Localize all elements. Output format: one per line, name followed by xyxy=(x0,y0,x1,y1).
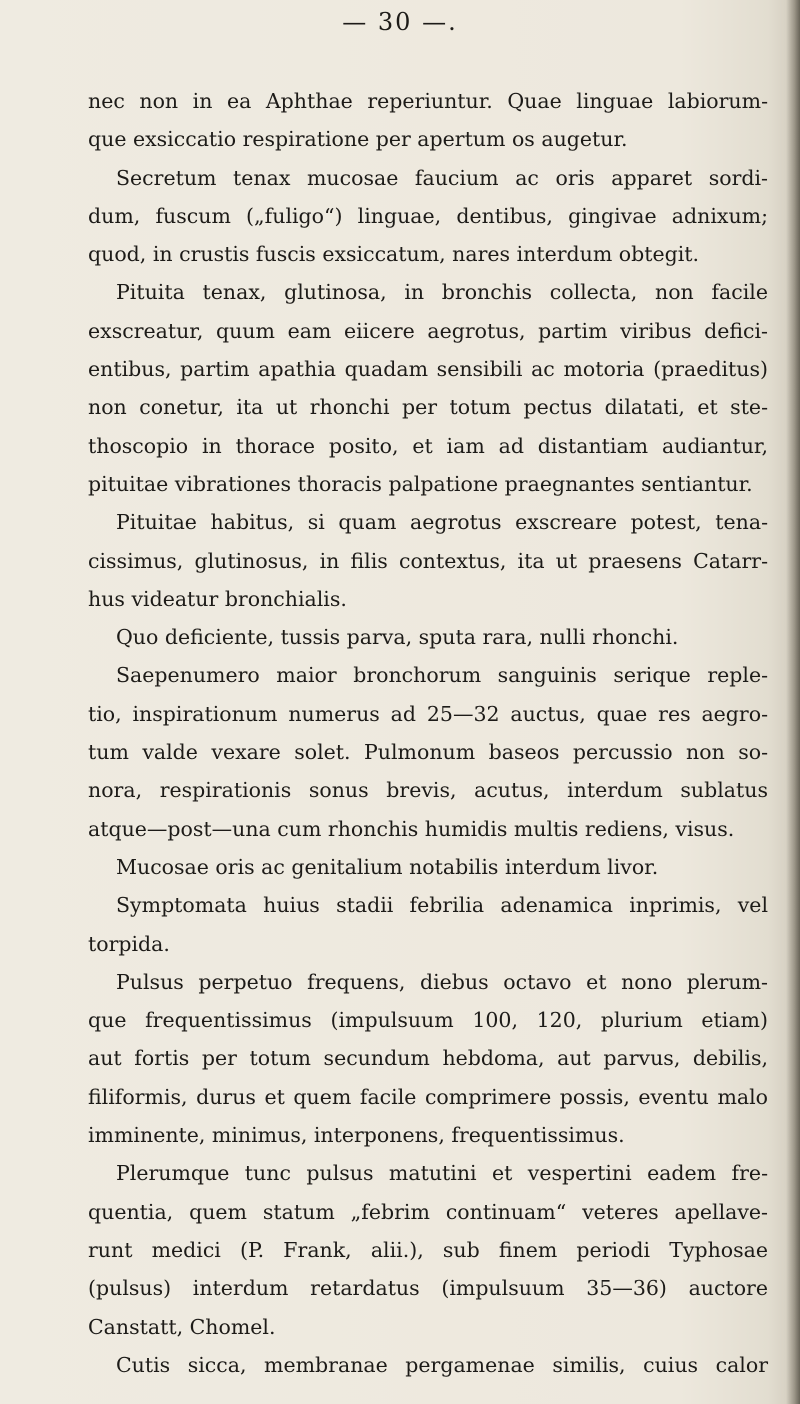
text-line: dum, fuscum („fuligo“) linguae, dentibus, gingivae adnixum; xyxy=(88,203,768,228)
text-line: Canstatt, Chomel. xyxy=(88,1314,276,1339)
text-line: Saepenumero maior bronchorum sanguinis serique reple- xyxy=(116,663,768,688)
text-line: que frequentissimus (impulsuum 100, 120, plurium etiam) xyxy=(88,1008,768,1033)
text-line: quod, in crustis fuscis exsiccatum, nares interdum obtegit. xyxy=(88,242,700,267)
text-line: que exsiccatio respiratione per apertum os augetur. xyxy=(88,127,628,152)
text-line: Pituitae habitus, si quam aegrotus exscreare potest, tena- xyxy=(116,510,768,535)
text-line: tum valde vexare solet. Pulmonum baseos percussio non so- xyxy=(88,740,768,765)
text-line: exscreatur, quum eam eiicere aegrotus, partim viribus defici- xyxy=(88,318,768,343)
text-line: filiformis, durus et quem facile comprimere possis, eventu malo xyxy=(88,1084,768,1109)
body-text xyxy=(88,82,768,1384)
text-line: Cutis sicca, membranae pergamenae similis, cuius calor xyxy=(116,1352,768,1377)
text-line: non conetur, ita ut rhonchi per totum pectus dilatati, et ste- xyxy=(88,395,768,420)
text-line: entibus, partim apathia quadam sensibili ac motoria (praeditus) xyxy=(88,357,768,382)
text-line: Symptomata huius stadii febrilia adenamica inprimis, vel xyxy=(116,893,768,918)
page-number: — 30 —. xyxy=(342,8,458,36)
text-line: thoscopio in thorace posito, et iam ad distantiam audiantur, xyxy=(88,433,768,458)
text-line: Quo deficiente, tussis parva, sputa rara, nulli rhonchi. xyxy=(116,625,679,650)
text-line: Pulsus perpetuo frequens, diebus octavo et nono plerum- xyxy=(116,969,768,994)
text-line: torpida. xyxy=(88,931,170,956)
text-line: pituitae vibrationes thoracis palpatione praegnantes sentiantur. xyxy=(88,471,753,496)
text-line: (pulsus) interdum retardatus (impulsuum 35—36) auctore xyxy=(88,1276,768,1301)
text-line: quentia, quem statum „febrim continuam“ veteres apellave- xyxy=(88,1199,768,1224)
text-line: aut fortis per totum secundum hebdoma, aut parvus, debilis, xyxy=(88,1046,768,1071)
page-edge-shadow xyxy=(786,0,800,1404)
text-line: nec non in ea Aphthae reperiuntur. Quae linguae labiorum- xyxy=(88,89,768,113)
text-line: atque—post—una cum rhonchis humidis multis rediens, visus. xyxy=(88,816,735,841)
text-line: runt medici (P. Frank, alii.), sub finem periodi Typhosae xyxy=(88,1237,768,1262)
text-line: Mucosae oris ac genitalium notabilis interdum livor. xyxy=(116,854,659,879)
text-line: cissimus, glutinosus, in filis contextus, ita ut praesens Catarr- xyxy=(88,548,768,573)
text-line: nora, respirationis sonus brevis, acutus, interdum sublatus xyxy=(88,778,768,803)
text-line: Plerumque tunc pulsus matutini et vespertini eadem fre- xyxy=(116,1161,768,1186)
text-line: hus videatur bronchialis. xyxy=(88,586,347,611)
text-line: tio, inspirationum numerus ad 25—32 auctus, quae res aegro- xyxy=(88,701,768,726)
text-line: imminente, minimus, interponens, frequentissimus. xyxy=(88,1123,625,1148)
text-line: Pituita tenax, glutinosa, in bronchis collecta, non facile xyxy=(116,280,768,305)
text-line: Secretum tenax mucosae faucium ac oris apparet sordi- xyxy=(116,165,768,190)
